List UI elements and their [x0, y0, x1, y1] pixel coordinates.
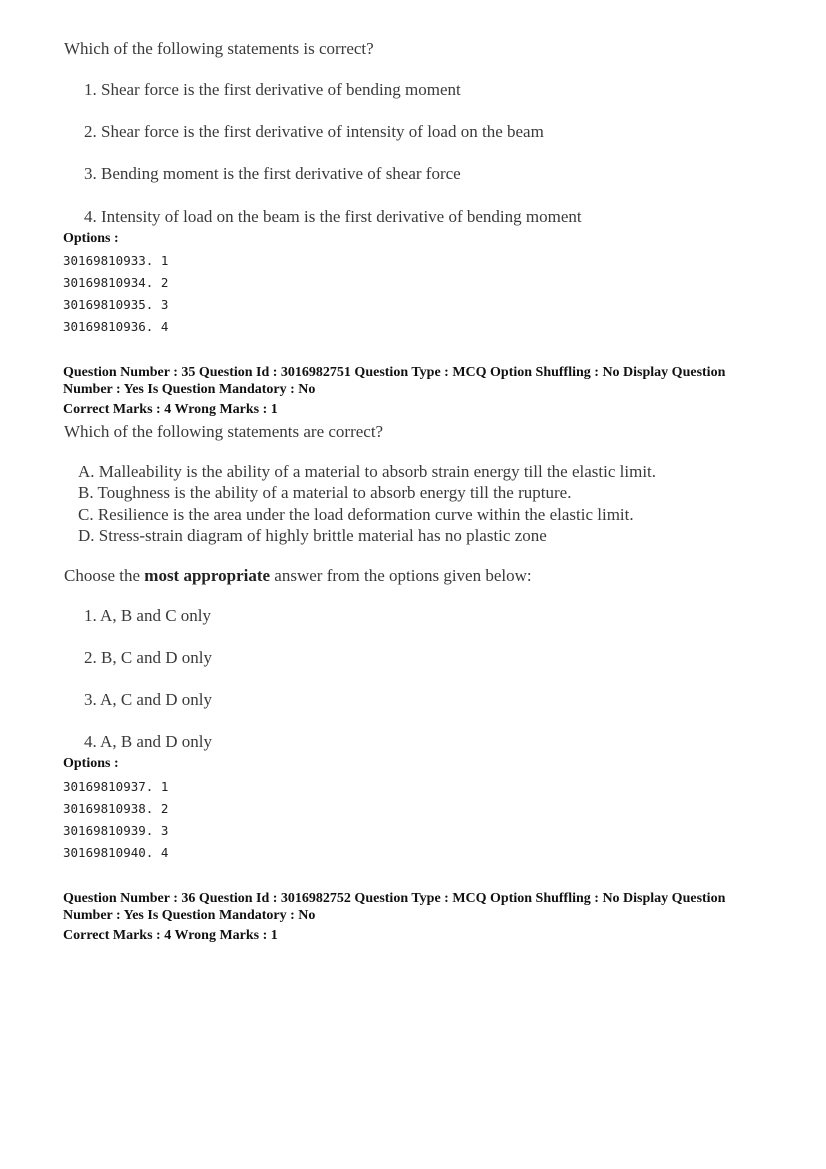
option-id: 30169810939. 3: [63, 823, 169, 838]
option-id: 30169810938. 2: [63, 801, 169, 816]
question-35-stem: Which of the following statements are correct?: [64, 422, 384, 441]
option-id: 30169810937. 1: [63, 779, 169, 794]
question-36-meta-line1: Question Number : 36 Question Id : 3016982752 Question Type : MCQ Option Shuffling : No Display Question: [63, 891, 726, 906]
question-34-choice-4: 4. Intensity of load on the beam is the first derivative of bending moment: [84, 207, 582, 226]
question-34-stem: Which of the following statements is correct?: [64, 39, 374, 58]
options-label: Options :: [63, 756, 119, 771]
question-36-marks: Correct Marks : 4 Wrong Marks : 1: [63, 928, 278, 943]
question-35-choice-2: 2. B, C and D only: [84, 648, 212, 667]
question-35-meta-line1: Question Number : 35 Question Id : 3016982751 Question Type : MCQ Option Shuffling : No Display Question: [63, 365, 726, 380]
question-34-choice-1: 1. Shear force is the first derivative of bending moment: [84, 80, 461, 99]
question-35-statement-c: C. Resilience is the area under the load deformation curve within the elastic limit.: [78, 505, 634, 524]
option-id: 30169810934. 2: [63, 275, 169, 290]
option-id: 30169810933. 1: [63, 253, 169, 268]
option-id: 30169810935. 3: [63, 297, 169, 312]
question-35-statement-d: D. Stress-strain diagram of highly brittle material has no plastic zone: [78, 526, 547, 545]
question-35-marks: Correct Marks : 4 Wrong Marks : 1: [63, 402, 278, 417]
question-35-statement-a: A. Malleability is the ability of a material to absorb strain energy till the elastic limit.: [78, 462, 657, 481]
option-id: 30169810936. 4: [63, 319, 169, 334]
question-36-meta-line2: Number : Yes Is Question Mandatory : No: [63, 908, 316, 923]
question-35-choice-3: 3. A, C and D only: [84, 690, 212, 709]
question-35-instruction: Choose the most appropriate answer from the options given below:: [64, 566, 532, 585]
option-id: 30169810940. 4: [63, 845, 169, 860]
emphasis-text: most appropriate: [144, 566, 271, 585]
question-34-choice-2: 2. Shear force is the first derivative of intensity of load on the beam: [84, 122, 544, 141]
question-35-meta-line2: Number : Yes Is Question Mandatory : No: [63, 382, 316, 397]
question-35-statement-b: B. Toughness is the ability of a material to absorb energy till the rupture.: [78, 483, 572, 502]
question-35-choice-1: 1. A, B and C only: [84, 606, 212, 625]
question-35-choice-4: 4. A, B and D only: [84, 732, 212, 751]
question-34-choice-3: 3. Bending moment is the first derivative of shear force: [84, 164, 461, 183]
options-label: Options :: [63, 231, 119, 246]
